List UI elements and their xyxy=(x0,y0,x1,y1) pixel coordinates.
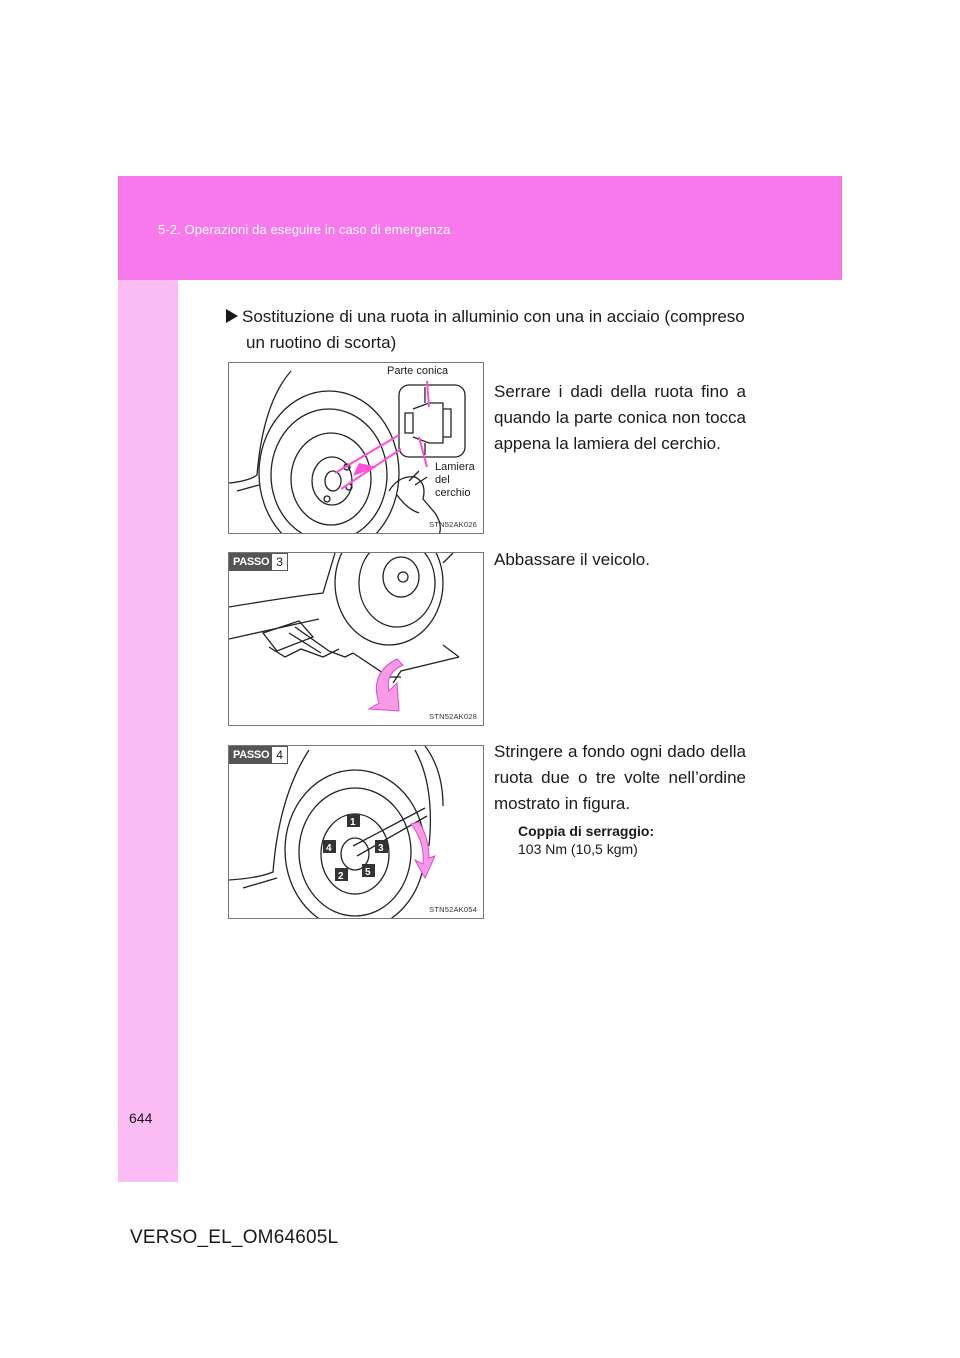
intro-bullet xyxy=(226,304,746,356)
figure-code: STN52AK028 xyxy=(429,712,477,721)
step3-instructions: Abbassare il veicolo. xyxy=(494,550,650,569)
intro-line-2: un ruotino di scorta) xyxy=(246,333,397,352)
svg-text:4: 4 xyxy=(326,843,332,854)
figure-wheel-nut xyxy=(228,362,484,534)
step-badge: PASSO 3 xyxy=(229,553,288,571)
document-code: VERSO_EL_OM64605L xyxy=(130,1227,339,1248)
callout-conical-part: Parte conica xyxy=(387,365,449,377)
callout-rim-plate: Lamiera del cerchio xyxy=(435,461,475,499)
nut-order-illustration xyxy=(229,746,484,919)
svg-text:1: 1 xyxy=(350,817,356,828)
bullet-triangle-icon xyxy=(226,309,238,323)
step-badge: PASSO 4 xyxy=(229,746,288,764)
page-number: 644 xyxy=(129,1110,153,1126)
torque-spec xyxy=(518,822,654,858)
step4-instructions: Stringere a fondo ogni dado della ruota due o tre volte nell’ordine mostrato in figura. xyxy=(494,742,746,813)
svg-text:2: 2 xyxy=(338,871,344,882)
figure-tighten-nuts xyxy=(228,745,484,919)
side-tab xyxy=(118,176,178,1182)
svg-text:5: 5 xyxy=(365,867,371,878)
figure-code: STN52AK054 xyxy=(429,905,477,914)
intro-line-1: Sostituzione di una ruota in alluminio con una in acciaio (compreso xyxy=(242,307,745,326)
figure-lower-vehicle xyxy=(228,552,484,726)
figure-code: STN52AK026 xyxy=(429,520,477,529)
fig1-instructions: Serrare i dadi della ruota fino a quando la parte conica non tocca appena la lamiera del cerchio. xyxy=(494,382,746,453)
torque-value: 103 Nm (10,5 kgm) xyxy=(518,841,638,857)
section-title: 5-2. Operazioni da eseguire in caso di emergenza xyxy=(158,222,451,237)
svg-text:3: 3 xyxy=(378,843,384,854)
wheel-nut-illustration xyxy=(229,363,484,534)
jack-illustration xyxy=(229,553,484,726)
torque-label: Coppia di serraggio: xyxy=(518,823,655,839)
